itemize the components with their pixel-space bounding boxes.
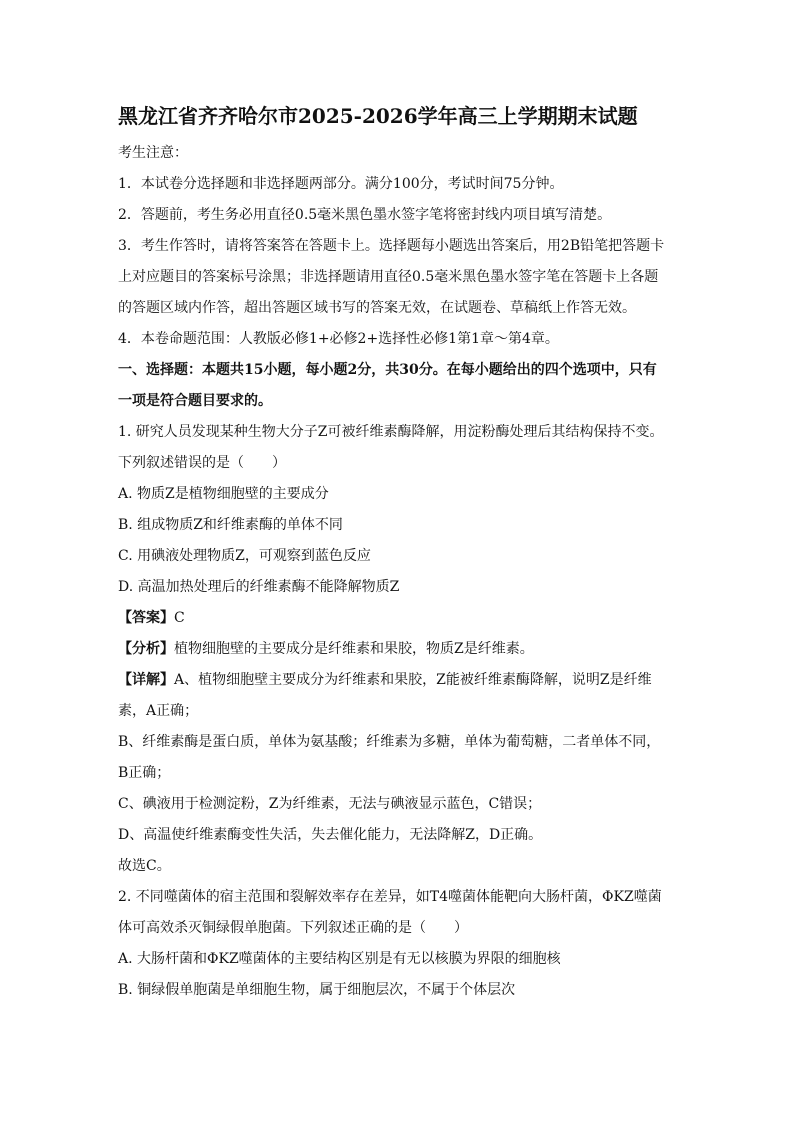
detail-tag: 【详解】 bbox=[118, 672, 174, 688]
q1-detail-line-6: D、高温使纤维素酶变性失活，失去催化能力，无法降解Z，D正确。 bbox=[118, 827, 543, 843]
q1-stem-line-1: 1. 研究人员发现某种生物大分子Z可被纤维素酶降解，用淀粉酶处理后其结构保持不变。 bbox=[118, 424, 664, 440]
q1-detail-line-5: C、碘液用于检测淀粉，Z为纤维素，无法与碘液显示蓝色，C错误； bbox=[118, 796, 542, 812]
q1-detail-line-1 bbox=[118, 665, 678, 696]
notice-header: 考生注意： bbox=[118, 145, 188, 161]
answer-tag: 【答案】 bbox=[118, 610, 174, 626]
analysis-tag: 【分析】 bbox=[118, 641, 174, 657]
notice-item-3: 3．考生作答时，请将答案答在答题卡上。选择题每小题选出答案后，用2B铅笔把答题卡 bbox=[118, 238, 665, 254]
notice-item-4: 4．本卷命题范围：人教版必修1+必修2+选择性必修1第1章～第4章。 bbox=[118, 331, 559, 347]
q1-option-d: D. 高温加热处理后的纤维素酶不能降解物质Z bbox=[118, 579, 400, 595]
q1-detail-line-4: B正确； bbox=[118, 765, 171, 781]
q1-detail-line-3: B、纤维素酶是蛋白质，单体为氨基酸；纤维素为多糖，单体为葡萄糖，二者单体不同， bbox=[118, 734, 661, 750]
section-heading-line-1: 一、选择题：本题共15小题，每小题2分，共30分。在每小题给出的四个选项中，只有 bbox=[118, 362, 657, 378]
detail-text: A、植物细胞壁主要成分为纤维素和果胶，Z能被纤维素酶降解，说明Z是纤维 bbox=[174, 672, 652, 688]
q1-detail-line-2: 素，A正确； bbox=[118, 703, 199, 719]
analysis-text: 植物细胞壁的主要成分是纤维素和果胶，物质Z是纤维素。 bbox=[174, 641, 534, 657]
notice-item-3-cont-2: 的答题区域内作答，超出答题区域书写的答案无效，在试题卷、草稿纸上作答无效。 bbox=[118, 300, 636, 316]
q1-analysis bbox=[118, 634, 678, 665]
q1-stem-line-2: 下列叙述错误的是（ ） bbox=[118, 455, 286, 471]
notice-item-1: 1．本试卷分选择题和非选择题两部分。满分100分，考试时间75分钟。 bbox=[118, 176, 564, 192]
q2-option-a: A. 大肠杆菌和ΦKZ噬菌体的主要结构区别是有无以核膜为界限的细胞核 bbox=[118, 951, 561, 967]
page-title: 黑龙江省齐齐哈尔市2025-2026学年高三上学期期末试题 bbox=[118, 104, 638, 128]
q1-option-c: C. 用碘液处理物质Z，可观察到蓝色反应 bbox=[118, 548, 371, 564]
q1-option-b: B. 组成物质Z和纤维素酶的单体不同 bbox=[118, 517, 343, 533]
notice-item-2: 2．答题前，考生务必用直径0.5毫米黑色墨水签字笔将密封线内项目填写清楚。 bbox=[118, 207, 612, 223]
q2-stem-line-1: 2. 不同噬菌体的宿主范围和裂解效率存在差异，如T4噬菌体能靶向大肠杆菌，ΦKZ噬菌 bbox=[118, 889, 662, 905]
q1-answer bbox=[118, 603, 678, 634]
q1-option-a: A. 物质Z是植物细胞壁的主要成分 bbox=[118, 486, 329, 502]
q1-conclusion: 故选C。 bbox=[118, 858, 171, 874]
section-heading-line-2: 一项是符合题目要求的。 bbox=[118, 393, 272, 409]
q2-option-b: B. 铜绿假单胞菌是单细胞生物，属于细胞层次，不属于个体层次 bbox=[118, 982, 516, 998]
notice-item-3-cont-1: 上对应题目的答案标号涂黑；非选择题请用直径0.5毫米黑色墨水签字笔在答题卡上各题 bbox=[118, 269, 659, 285]
exam-page bbox=[118, 96, 678, 1006]
answer-value: C bbox=[174, 610, 185, 626]
q2-stem-line-2: 体可高效杀灭铜绿假单胞菌。下列叙述正确的是（ ） bbox=[118, 920, 468, 936]
